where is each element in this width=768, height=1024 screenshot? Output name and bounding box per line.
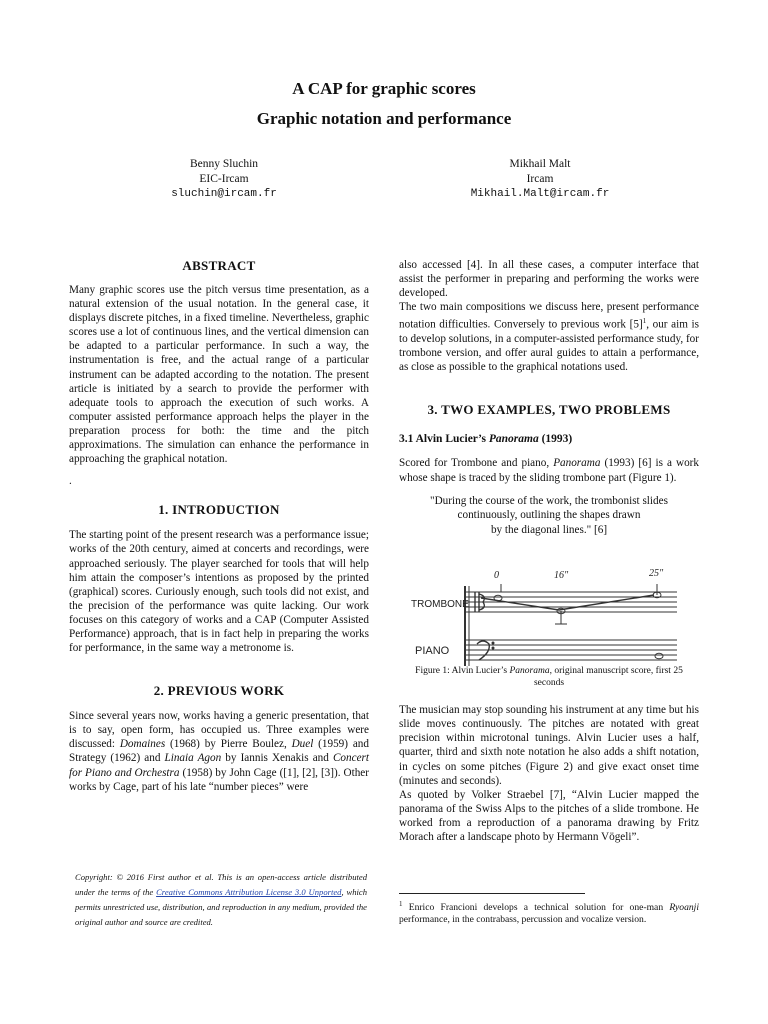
time-mark-3: 25": [649, 568, 664, 579]
aims-paragraph: The two main compositions we discuss here, present performance notation difficulties. Conversely to previous work $[5]^1$, our aim is to develop solutions, in a computer-assisted performance study, for trombone version, and offer aural guides to attain a performance, as close as possible to the graphical notations used.: [399, 301, 699, 374]
paper-subtitle: Graphic notation and performance: [256, 109, 512, 128]
author-email: sluchin@ircam.fr: [171, 188, 277, 200]
continued-paragraph: also accessed [4]. In all these cases, a computer interface that assist the performer in preparing and performing the works were developed.: [399, 259, 699, 300]
notation-paragraph: The musician may stop sounding his instrument at any time but his slide moves continuously. The pitches are notated with great precision within microtonal tunings. Alvin Lucier uses a half, quarter, third and sixth note notation he also adds a shift notation, in cycles on some pitches (Figure 2) and give exact onset time (minutes and seconds).: [399, 704, 699, 787]
left-column: [69, 258, 369, 794]
author-name: Mikhail Malt: [509, 158, 571, 170]
right-column: [399, 258, 699, 844]
abstract-text: Many graphic scores use the pitch versus time presentation, as a natural extension of the usual notation. In the general case, it displays discrete pitches, in a fixed timeline. Nevertheless, graphic scores use a lot of continuous lines, and the vertical dimension can be adapted to a particular performance. In such a way, the instrumentation is free, and the actual range of a particular instrument can be adapted according to the notation. The present article is initiated by a search to provide the performer with adequate tools to approach the execution of such works. A computer assisted performance approach helps the player in the preparation process for both: the time and the pitch approximations. The simulation can enhance the performance in approaching the graphical notation.: [69, 284, 369, 466]
copyright-notice: Copyright: © 2016 First author et al. This is an open-access article distributed under the terms of the Creative Commons Attribution License 3.0 Unported, which permits unrestricted use, distribution, and reproduction in any medium, provided the original author and source are credited.: [75, 872, 367, 927]
piano-staff-label: PIANO: [415, 645, 450, 657]
panorama-intro-text: Scored for Trombone and piano, Panorama (1993) [6] is a work whose shape is traced by the sliding trombone part (Figure 1).: [399, 457, 699, 484]
author-email: Mikhail.Malt@ircam.fr: [470, 188, 610, 200]
previous-work-heading: 2. PREVIOUS WORK: [153, 683, 285, 699]
straebel-quote-paragraph: As quoted by Volker Straebel [7], “Alvin Lucier mapped the panorama of the Swiss Alps to the pitches of a slide trombone. He worked from a reproduction of a panorama drawing by Fritz Morach after a landscape photo by Hermann Vögeli”.: [399, 788, 699, 844]
license-link[interactable]: Creative Commons Attribution License 3.0 Unported: [156, 887, 342, 897]
author-block-2: [420, 157, 660, 202]
trombone-staff-label: TROMBONE: [411, 599, 469, 610]
introduction-text: The starting point of the present research was a performance issue; works of the 20th century, aimed at concerts and recordings, were approached seriously. The player searched for tools that will help him attain the composer’s intentions as proposed by the printed (graphical) scores. Curiously enough, such tools did not exist, and the precision of the performance was quite lacking. Our work focuses on this category of works and a CAP (Computer Assisted Performance) approach, that is in fact help in preparing the works for performance, in the same way a metronome is.: [69, 529, 369, 655]
footnote: $^1$ Enrico Francioni develops a technical solution for one-man Ryoanji performance, in the contrabass, percussion and vocalize version.: [399, 900, 699, 926]
footnote-marker: 1: [642, 317, 647, 326]
previous-work-text: Since several years now, works having a generic presentation, that is to say, open form, has occupied us. Three examples were discussed: Domaines (1968) by Pierre Boulez, Duel (1959) and Strategy (1962) and Linaia Agon by Iannis Xenakis and Concert for Piano and Orchestra (1958) by John Cage ([1], [2], [3]). Other works by Cage, part of his late “number pieces” were: [69, 710, 369, 793]
time-mark-2: 16": [554, 570, 569, 581]
paper-title: A CAP for graphic scores: [292, 79, 476, 98]
introduction-heading: 1. INTRODUCTION: [158, 502, 280, 518]
abstract-trailing-dot: .: [69, 475, 72, 488]
author-affiliation: Ircam: [526, 173, 554, 185]
lucier-quote: "During the course of the work, the trombonist slides continuously, outlining the shapes drawn by the diagonal lines." [6]: [430, 494, 668, 536]
author-block-1: [104, 157, 344, 202]
abstract-heading: ABSTRACT: [182, 258, 256, 273]
panorama-score-figure: [409, 562, 679, 676]
figure-caption: Figure 1: Alvin Lucier’s Panorama, original manuscript score, first 25 seconds: [415, 666, 683, 689]
footnote-rule: [399, 893, 585, 894]
author-name: Benny Sluchin: [189, 158, 259, 170]
subsection-heading: 3.1 Alvin Lucier’s Panorama (1993): [399, 433, 573, 446]
examples-heading: 3. TWO EXAMPLES, TWO PROBLEMS: [427, 402, 671, 418]
author-affiliation: EIC-Ircam: [199, 173, 249, 185]
time-mark-1: 0: [494, 570, 499, 581]
